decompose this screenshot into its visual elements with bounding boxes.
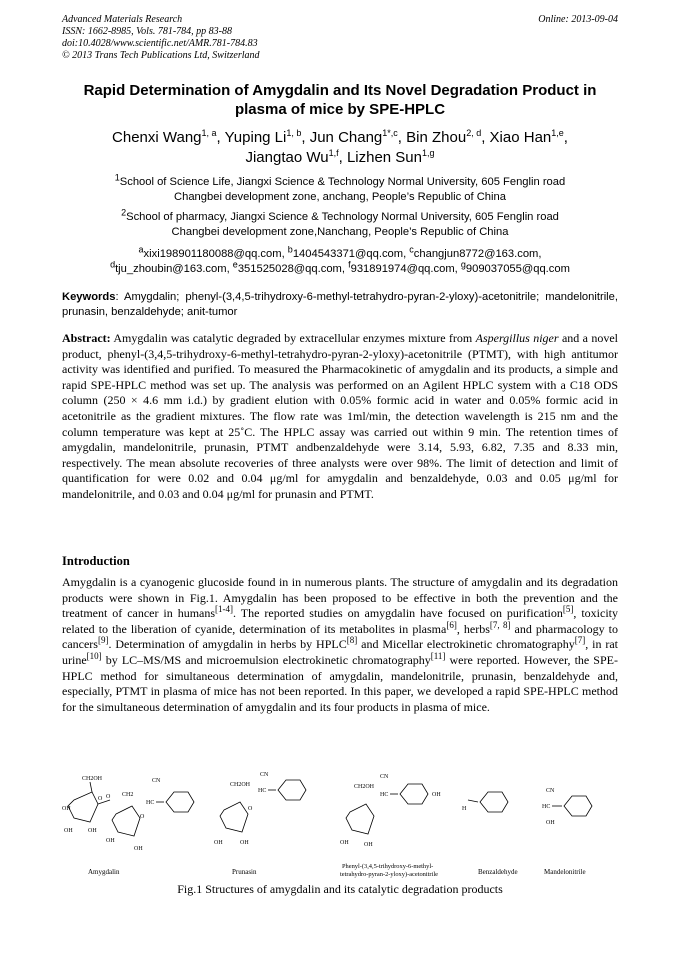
atom-label: CN bbox=[380, 774, 389, 780]
atom-label: HC bbox=[146, 800, 155, 806]
atom-label: CN bbox=[546, 788, 555, 794]
atom-label: OH bbox=[364, 842, 373, 848]
atom-label: OH bbox=[134, 846, 143, 852]
atom-label: OH bbox=[64, 828, 73, 834]
atom-label: HC bbox=[258, 788, 267, 794]
atom-label: OH bbox=[214, 840, 223, 846]
mandelonitrile-structure bbox=[542, 788, 592, 876]
author: Bin Zhou$^{2, d}$, bbox=[406, 128, 490, 146]
keywords: Keywords: Amygdalin; phenyl-(3,4,5-trihydroxy-6-methyl-tetrahydro-pyran-2-yloxy)-acetonitrile; mandelonitrile, prunasin, benzaldehyde; anit-tumor bbox=[62, 291, 618, 318]
author: Jiangtao Wu$^{1,f}$, bbox=[245, 148, 347, 166]
atom-label: CN bbox=[260, 772, 269, 778]
atom-label: O bbox=[248, 806, 253, 812]
affiliation-1: $^1$School of Science Life, Jiangxi Science & Technology Normal University, 605 Fenglin road Changbei development zone, anchang, People’s Republic of China bbox=[114, 172, 566, 203]
issn-line: ISSN: 1662-8985, Vols. 781-784, pp 83-88 bbox=[62, 26, 232, 37]
online-date: Online: 2013-09-04 bbox=[538, 14, 618, 25]
amygdalin-structure bbox=[62, 776, 194, 876]
paper-title: Rapid Determination of Amygdalin and Its Novel Degradation Product in plasma of mice by SPE-HPLC bbox=[83, 82, 597, 118]
atom-label: CH2OH bbox=[82, 776, 103, 782]
atom-label: HC bbox=[542, 804, 551, 810]
author: Lizhen Sun$^{1,g}$ bbox=[346, 148, 435, 166]
affiliation-2: $^2$School of pharmacy, Jiangxi Science & Technology Normal University, 605 Fenglin road Changbei development zone,Nanchang, People’s Republic of China bbox=[121, 207, 559, 238]
benzaldehyde-structure bbox=[462, 792, 518, 876]
atom-label: OH bbox=[546, 820, 555, 826]
email-list: $^a$xixi198901180088@qq.com, $^b$1404543371@qq.com, $^c$changjun8772@163.com, $^d$tju_zhoubin@163.com, $^e$351525028@qq.com, $^f$931891974@qq.com, $^g$909037055@qq.com bbox=[110, 244, 570, 275]
atom-label: CH2OH bbox=[354, 784, 375, 790]
atom-label: O bbox=[140, 814, 145, 820]
author: Yuping Li$^{1, b}$, bbox=[224, 128, 310, 146]
atom-label: O bbox=[98, 796, 103, 802]
author: Jun Chang$^{1*,c}$, bbox=[309, 128, 407, 146]
structure-label: Mandelonitrile bbox=[544, 868, 586, 876]
atom-label: HC bbox=[380, 792, 389, 798]
structure-label: tetrahydro-pyran-2-yloxy)-acetonitrile bbox=[340, 871, 438, 878]
atom-label: CH2 bbox=[122, 792, 134, 798]
figure-caption: Fig.1 Structures of amygdalin and its catalytic degradation products bbox=[177, 882, 503, 896]
journal-name: Advanced Materials Research bbox=[62, 14, 183, 25]
prunasin-structure bbox=[214, 772, 306, 876]
structure-label: Amygdalin bbox=[88, 868, 120, 876]
atom-label: OH bbox=[432, 792, 441, 798]
abstract: Abstract: Amygdalin was catalytic degraded by extracellular enzymes mixture from Aspergillus niger and a novel product, phenyl-(3,4,5-trihydroxy-6-methyl-tetrahydro-pyran-2-yloxy)-acetonitrile (PTMT), with high antitumor activity was identified and purified. To measured the Pharmacokinetic of amygdalin and its products, a simple and rapid SPE-HPLC method was set up. The analysis was performed on an Agilent HPLC system with a C18 ODS column (250 × 4.6 mm i.d.) by gradient elution with 0.05% formic acid in water and 0.05% formic acid in acetonitrile as the gradient mixtures. The flow rate was 1ml/min, the detection wavelength is 215 nm and the column temperature was kept at 25˚C. The HPLC assay was carried out within 9 min. The retention times of amygdalin, mandelonitrile, prunasin, PTMT andbenzaldehyde were 3.14, 5.93, 6.82, 7.35 and 8.33 min, respectively. The mean absolute recoveries of three analysts were over 98%. The limit of detection and limit of quantification for were 0.02 and 0.04 μg/ml for amygdalin and benzaldehyde, 0.03 and 0.05 μg/ml for mandelonitrile, and 0.03 and 0.04 μg/ml for prunasin and PTMT. bbox=[62, 331, 619, 501]
atom-label: H bbox=[462, 806, 467, 812]
atom-label: O bbox=[106, 794, 111, 800]
introduction-heading: Introduction bbox=[62, 554, 130, 568]
copyright-line: © 2013 Trans Tech Publications Ltd, Switzerland bbox=[62, 50, 260, 61]
atom-label: OH bbox=[340, 840, 349, 846]
doi-line: doi:10.4028/www.scientific.net/AMR.781-784.83 bbox=[62, 38, 258, 49]
author-list bbox=[62, 128, 618, 168]
structure-label: Benzaldehyde bbox=[478, 868, 518, 876]
atom-label: OH bbox=[240, 840, 249, 846]
author: Xiao Han$^{1,e}$, bbox=[489, 128, 568, 146]
structure-label: Prunasin bbox=[232, 868, 257, 876]
atom-label: OH bbox=[106, 838, 115, 844]
introduction-body: Amygdalin is a cyanogenic glucoside found in in numerous plants. The structure of amygdalin and its degradation products were shown in Fig.1. Amygdalin has been proposed to be effective in both the prevention and the treatment of cancer in humans[1-4]. The reported studies on amygdalin have focused on purification[5], toxicity related to the liberation of cyanide, determination of its metabolites in plasma[6], herbs[7, 8] and pharmacology to cancers[9]. Determination of amygdalin in herbs by HPLC[8] and Micellar electrokinetic chromatography[7], in rat urine[10] by LC–MS/MS and microemulsion electrokinetic chromatography[11] were reported. However, the SPE-HPLC method for simultaneous determination of amygdalin, mandelonitrile, prunasin, benzaldehyde and, especially, PTMT in plasma of mice has not been reported. In this paper, we developed a rapid SPE-HPLC method for the simultaneous determination of amygdalin and its four products in plasma of mice. bbox=[62, 575, 618, 714]
atom-label: OH bbox=[62, 806, 71, 812]
structures-figure bbox=[62, 770, 618, 880]
atom-label: OH bbox=[88, 828, 97, 834]
atom-label: CN bbox=[152, 778, 161, 784]
author: Chenxi Wang$^{1, a}$, bbox=[112, 128, 225, 146]
structure-label: Phenyl-(3,4,5-trihydroxy-6-methyl- bbox=[342, 863, 434, 870]
atom-label: CH2OH bbox=[230, 782, 251, 788]
running-header bbox=[62, 14, 618, 62]
ptmt-structure bbox=[340, 774, 441, 878]
